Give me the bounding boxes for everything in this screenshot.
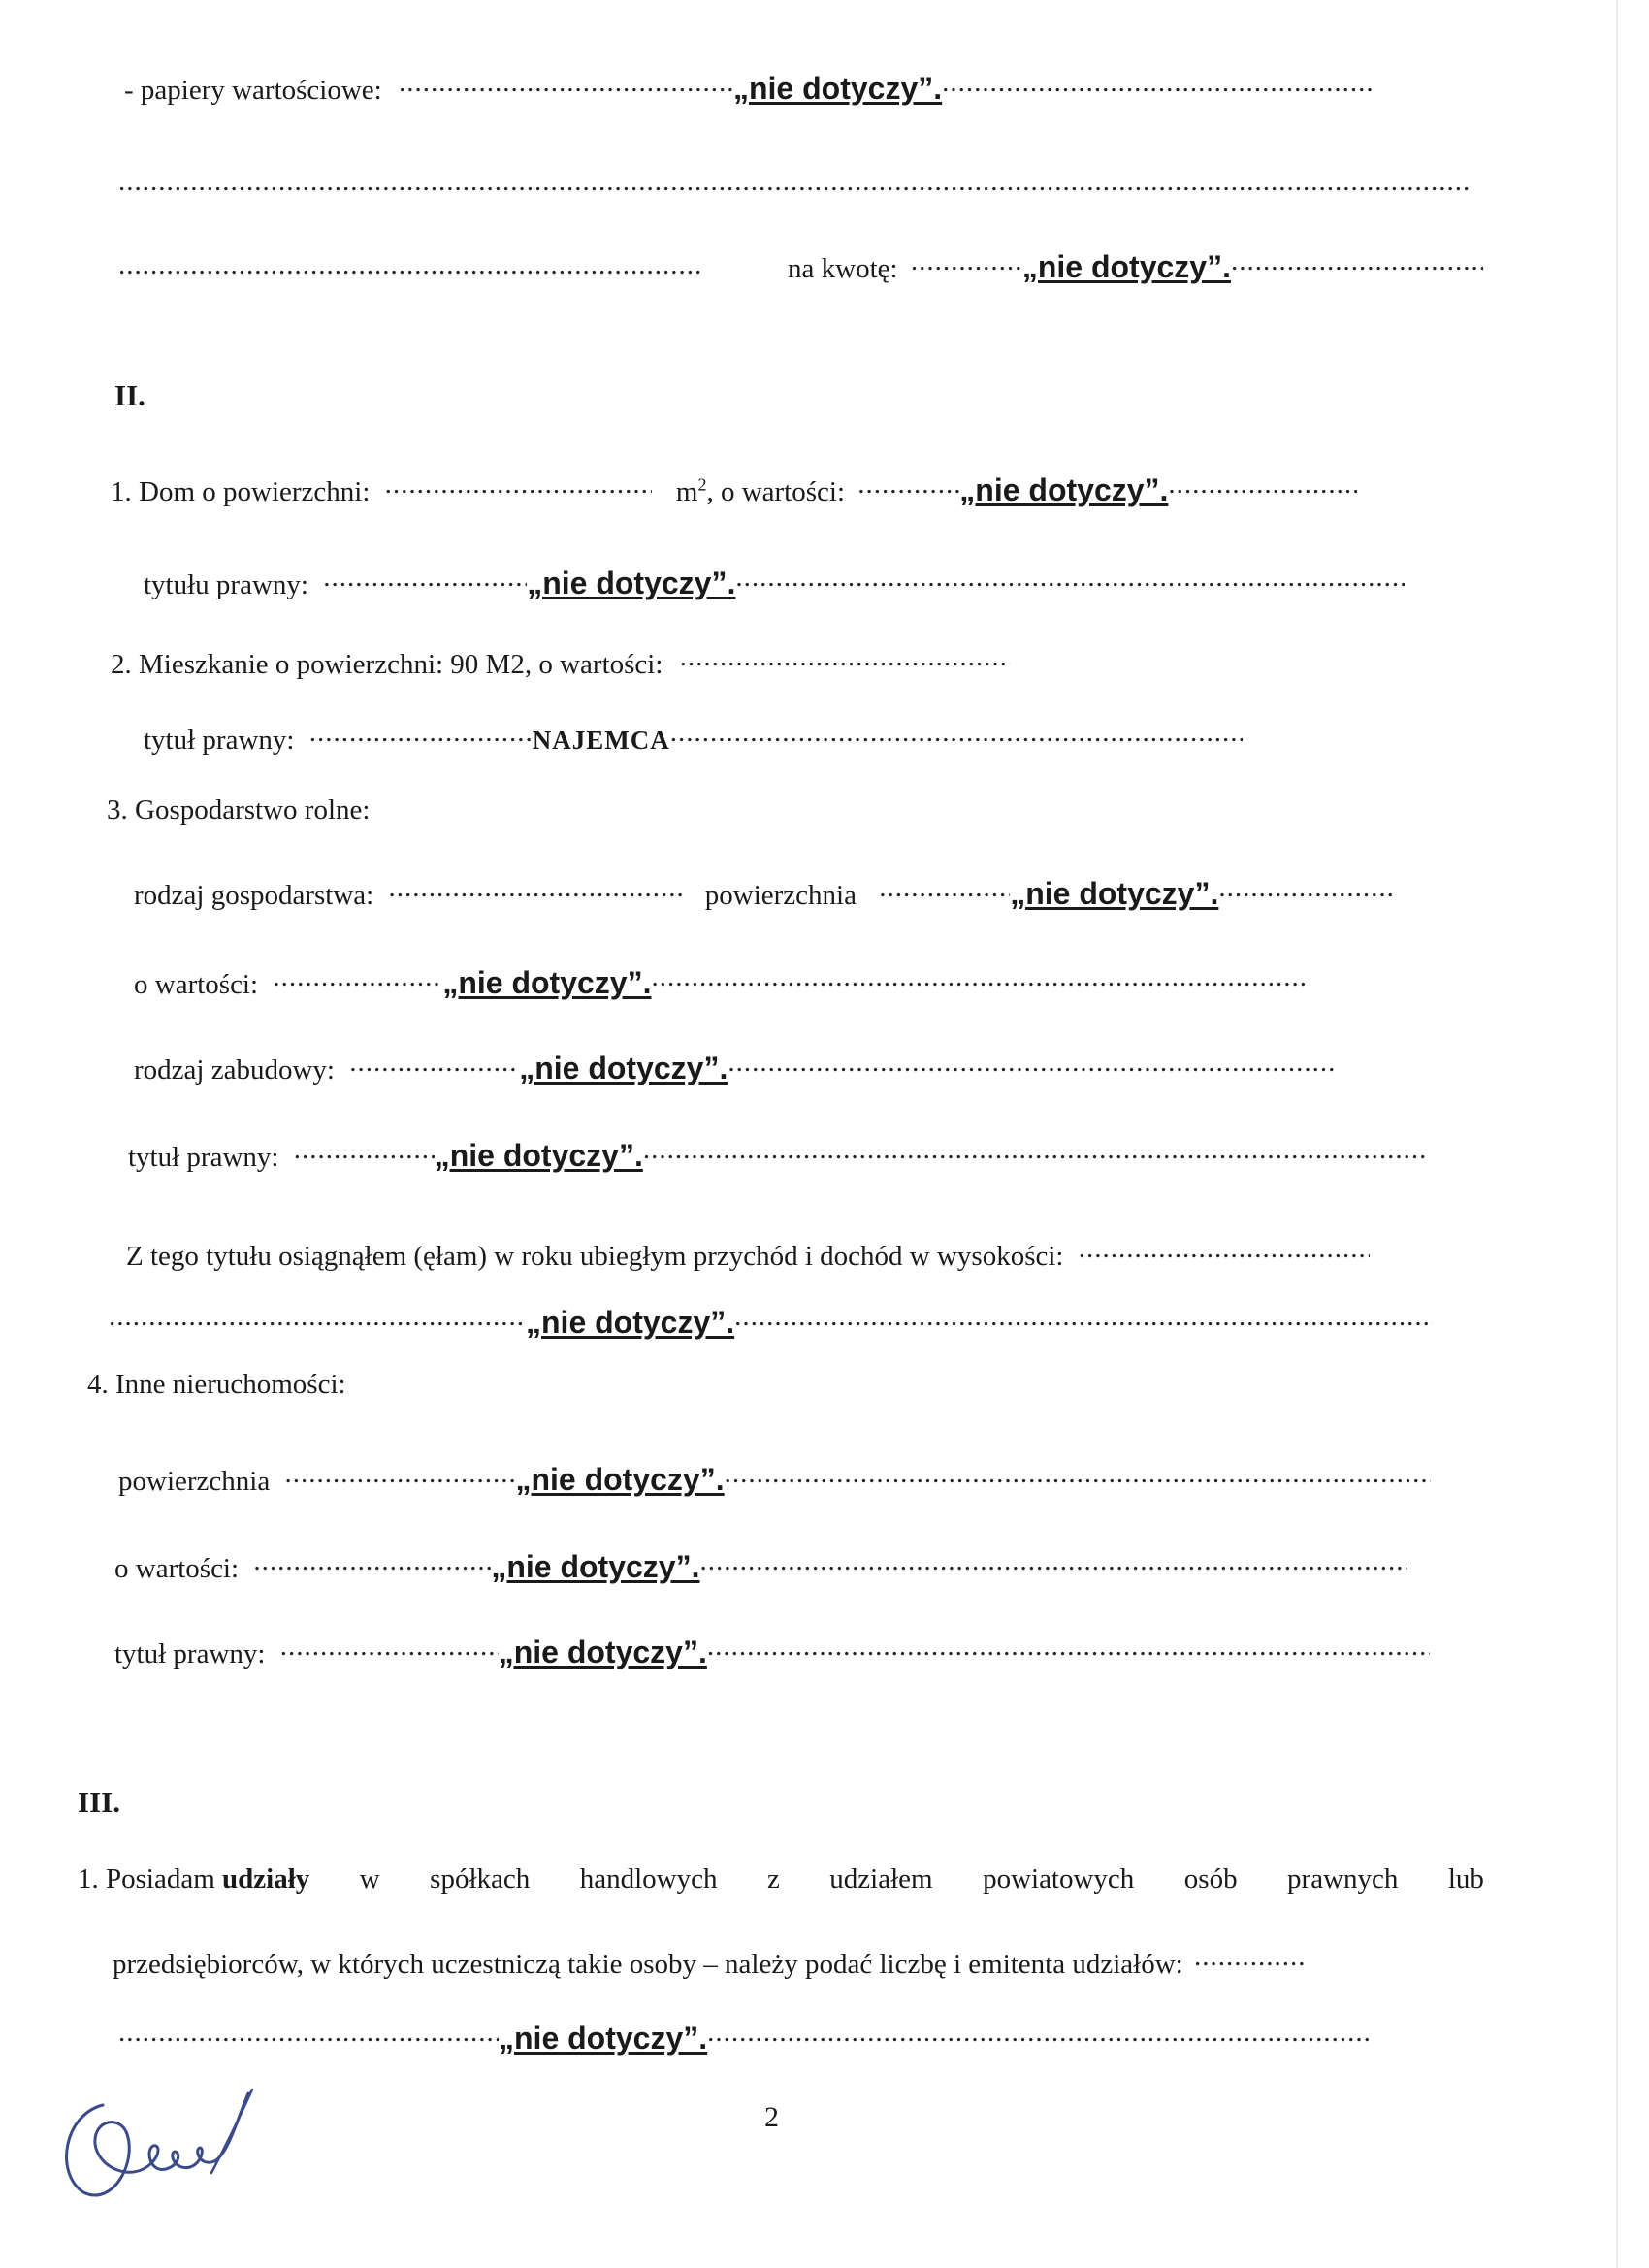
dotted-leader — [707, 1630, 1430, 1663]
word: lub — [1447, 1863, 1484, 1895]
dotted-leader — [1168, 468, 1357, 501]
dotted-leader — [707, 2016, 1369, 2049]
dotted-leader — [389, 871, 685, 904]
nie-dotyczy-value: „nie dotyczy”. — [526, 1305, 735, 1340]
rodzaj-gospodarstwa-label: rodzaj gospodarstwa: — [134, 880, 374, 911]
dotted-leader — [728, 1046, 1334, 1079]
page-number: 2 — [764, 2101, 779, 2133]
udzialy-text-start: 1. Posiadam udziały — [78, 1863, 310, 1895]
word: osób — [1183, 1863, 1238, 1895]
tytul-prawny-label: tytuł prawny: — [114, 1638, 266, 1669]
dotted-leader — [253, 1544, 491, 1577]
o-wartosci-label: o wartości: — [114, 1553, 240, 1584]
nie-dotyczy-value: „nie dotyczy”. — [434, 1138, 643, 1173]
nie-dotyczy-value: „nie dotyczy”. — [1021, 249, 1231, 284]
dotted-leader — [643, 1133, 1429, 1166]
najemca-value: NAJEMCA — [532, 726, 670, 755]
udzialy-bold: udziały — [222, 1863, 310, 1895]
nie-dotyczy-value: „nie dotyczy”. — [442, 965, 652, 1000]
word: handlowych — [579, 1863, 718, 1895]
udzialy-text-line2: przedsiębiorców, w których uczestniczą takie osoby – należy podać liczbę i emitenta udziałów: — [113, 1949, 1183, 1980]
dotted-leader — [942, 66, 1374, 99]
dotted-leader — [857, 468, 959, 501]
dotted-leader — [109, 1300, 526, 1333]
dotted-leader — [735, 561, 1405, 594]
dotted-leader — [670, 716, 1243, 749]
na-kwote-label: na kwotę: — [788, 253, 898, 284]
dotted-leader — [911, 244, 1022, 277]
word: powiatowych — [983, 1863, 1135, 1895]
word: z — [766, 1863, 780, 1895]
unit-m2: $m^2$ — [675, 474, 707, 507]
dotted-leader — [118, 2016, 499, 2049]
powierzchnia-label: powierzchnia — [704, 880, 857, 911]
word: w — [359, 1863, 380, 1895]
dotted-leader — [1079, 1232, 1370, 1265]
nie-dotyczy-value: „nie dotyczy”. — [732, 71, 943, 106]
tytul-prawny-label: tytuł prawny: — [144, 725, 295, 756]
dotted-leader — [385, 468, 652, 501]
dom-label: 1. Dom o powierzchni: — [111, 476, 371, 507]
nie-dotyczy-value: „nie dotyczy”. — [959, 472, 1169, 507]
mieszkanie-label: 2. Mieszkanie o powierzchni: 90 M2, o wartości: — [111, 649, 663, 680]
dotted-leader — [879, 871, 1010, 904]
inne-nieruchomosci-label: 4. Inne nieruchomości: — [87, 1369, 346, 1400]
dotted-leader — [280, 1630, 499, 1663]
dotted-line — [118, 165, 1471, 198]
dotted-leader — [1231, 244, 1483, 277]
nie-dotyczy-value: „nie dotyczy”. — [519, 1051, 728, 1085]
nie-dotyczy-value: „nie dotyczy”. — [499, 2021, 708, 2056]
dotted-leader — [680, 640, 1010, 673]
dotted-leader — [284, 1457, 515, 1490]
section-heading-ii: II. — [114, 378, 146, 412]
dotted-leader — [699, 1544, 1407, 1577]
dotted-leader — [725, 1457, 1431, 1490]
nie-dotyczy-value: „nie dotyczy”. — [527, 566, 736, 600]
dotted-leader — [323, 561, 527, 594]
section-heading-iii: III. — [78, 1785, 120, 1819]
word: spółkach — [430, 1863, 531, 1895]
word: udziałem — [829, 1863, 933, 1895]
dotted-leader — [399, 66, 733, 99]
dotted-leader — [651, 960, 1306, 993]
nie-dotyczy-value: „nie dotyczy”. — [1010, 876, 1219, 911]
dotted-leader — [294, 1133, 435, 1166]
dochod-text: Z tego tytułu osiągnąłem (ęłam) w roku ubiegłym przychód i dochód w wysokości: — [126, 1241, 1064, 1272]
dotted-leader — [1194, 1940, 1306, 1973]
rodzaj-zabudowy-label: rodzaj zabudowy: — [134, 1054, 335, 1085]
papiery-label: - papiery wartościowe: — [124, 75, 382, 106]
nie-dotyczy-value: „nie dotyczy”. — [491, 1549, 700, 1584]
dotted-line — [118, 248, 700, 281]
wartosc-label: , o wartości: — [706, 476, 846, 507]
scan-edge — [1616, 0, 1618, 2268]
dotted-leader — [349, 1046, 519, 1079]
powierzchnia-label: powierzchnia — [118, 1466, 271, 1497]
dotted-leader — [1218, 871, 1393, 904]
tytul-prawny-label: tytułu prawny: — [144, 569, 308, 600]
dotted-leader — [734, 1300, 1433, 1333]
nie-dotyczy-value: „nie dotyczy”. — [498, 1635, 707, 1669]
signature-scribble — [45, 2076, 268, 2221]
nie-dotyczy-value: „nie dotyczy”. — [515, 1462, 725, 1497]
dotted-leader — [273, 960, 442, 993]
dotted-leader — [309, 716, 533, 749]
tytul-prawny-label: tytuł prawny: — [128, 1142, 279, 1173]
o-wartosci-label: o wartości: — [134, 969, 259, 1000]
gospodarstwo-label: 3. Gospodarstwo rolne: — [107, 794, 371, 826]
word: prawnych — [1287, 1863, 1399, 1895]
